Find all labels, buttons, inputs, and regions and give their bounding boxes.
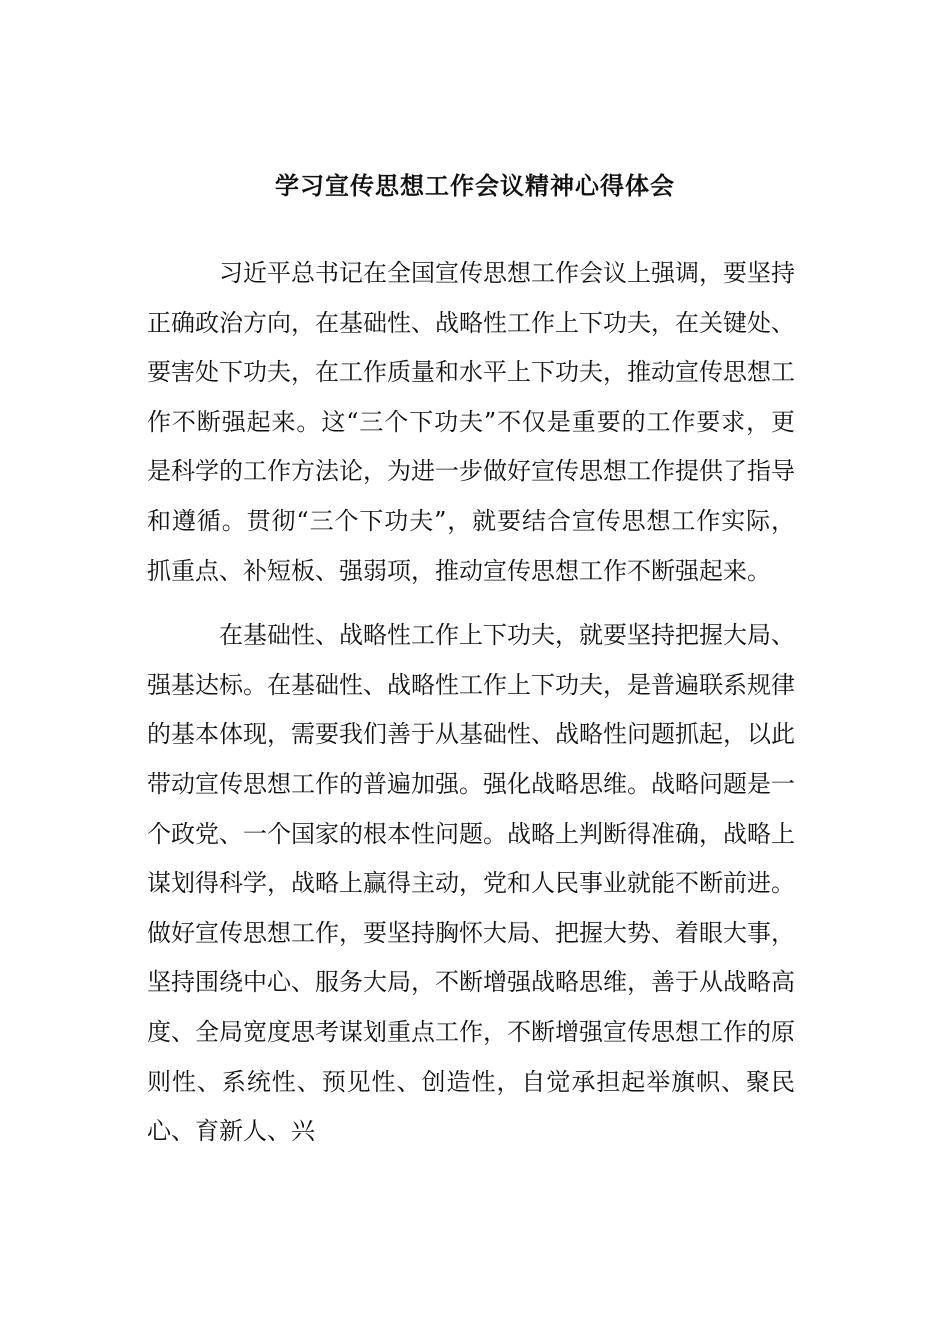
document-title: 学习宣传思想工作会议精神心得体会 bbox=[275, 171, 675, 200]
paragraph-1: 习近平总书记在全国宣传思想工作会议上强调，要坚持正确政治方向，在基础性、战略性工作上下功夫，在关键处、要害处下功夫，在工作质量和水平上下功夫，推动宣传思想工作不断强起来。这“三个下功夫”不仅是重要的工作要求，更是科学的工作方法论，为进一步做好宣传思想工作提供了指导和遵循。贯彻“三个下功夫”，就要结合宣传思想工作实际，抓重点、补短板、强弱项，推动宣传思想工作不断强起来。 bbox=[147, 259, 795, 585]
paragraph-2: 在基础性、战略性工作上下功夫，就要坚持把握大局、强基达标。在基础性、战略性工作上下功夫，是普遍联系规律的基本体现，需要我们善于从基础性、战略性问题抓起，以此带动宣传思想工作的普遍加强。强化战略思维。战略问题是一个政党、一个国家的根本性问题。战略上判断得准确，战略上谋划得科学，战略上赢得主动，党和人民事业就能不断前进。做好宣传思想工作，要坚持胸怀大局、把握大势、着眼大事，坚持围绕中心、服务大局，不断增强战略思维，善于从战略高度、全局宽度思考谋划重点工作，不断增强宣传思想工作的原则性、系统性、预见性、创造性，自觉承担起举旗帜、聚民心、育新人、兴 bbox=[147, 621, 795, 1146]
document-body bbox=[147, 249, 795, 1172]
